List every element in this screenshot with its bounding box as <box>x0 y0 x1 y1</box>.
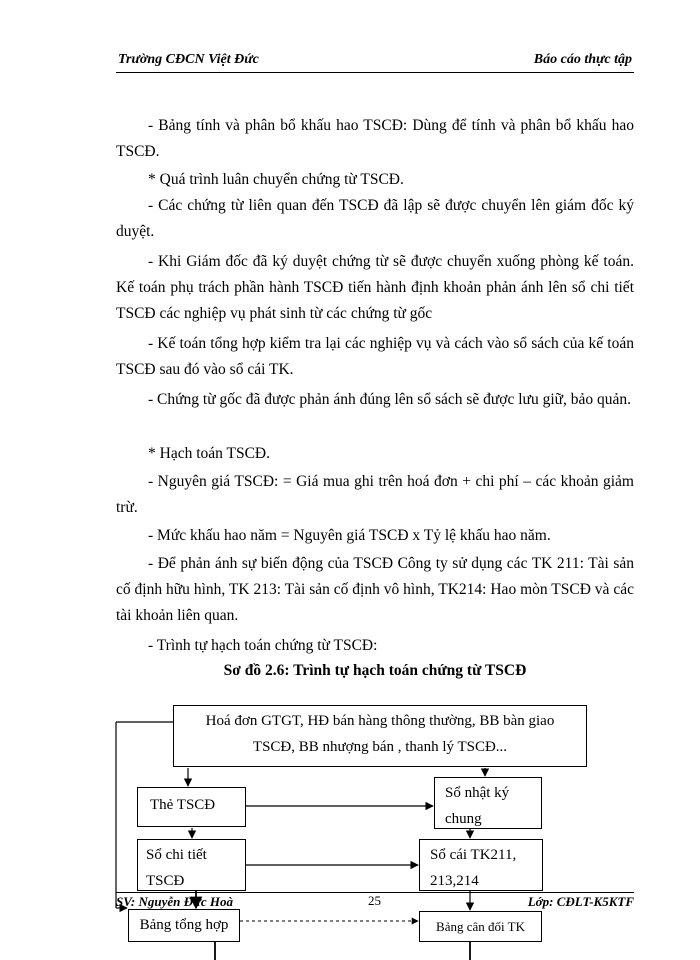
source-documents-line1: Hoá đơn GTGT, HĐ bán hàng thông thường, BB bàn giao <box>205 713 555 729</box>
footer-class: Lớp: CĐLT-K5KTF <box>527 894 634 909</box>
paragraph-depreciation-table: - Bảng tính và phân bổ khấu hao TSCĐ: Dùng để tính và phân bổ khấu hao TSCĐ. <box>116 117 634 160</box>
detail-ledger-line2: TSCĐ <box>146 873 185 889</box>
footer-page-number: 25 <box>368 893 381 908</box>
general-journal-line2: chung <box>445 811 482 827</box>
paragraph-procedure-intro: - Trình tự hạch toán chứng từ TSCĐ: <box>148 637 378 654</box>
summary-table-label: Bảng tổng hợp <box>139 917 229 933</box>
source-documents-line2: TSCĐ, BB nhượng bán , thanh lý TSCĐ... <box>252 739 508 755</box>
source-documents-box <box>173 705 587 767</box>
paragraph-accounting-heading: * Hạch toán TSCĐ. <box>148 445 270 462</box>
trial-balance-label: Bảng cân đối TK <box>436 919 525 934</box>
general-journal-line1: Sổ nhật ký <box>445 785 510 801</box>
general-ledger-line1: Sổ cái TK211, <box>430 847 517 863</box>
general-ledger-box <box>419 839 543 891</box>
general-ledger-line2: 213,214 <box>430 873 479 889</box>
paragraph-director-approval: - Các chứng từ liên quan đến TSCĐ đã lập sẽ được chuyển lên giám đốc ký duyệt. <box>116 197 634 240</box>
paragraph-original-cost: - Nguyên giá TSCĐ: = Giá mua ghi trên hoá đơn + chi phí – các khoản giảm trừ. <box>116 473 634 516</box>
paragraph-general-accountant: - Kế toán tổng hợp kiểm tra lại các nghiệp vụ và cách vào sổ sách của kế toán TSCĐ sau đó vào sổ cái TK. <box>116 335 634 378</box>
trial-balance-box <box>419 911 542 942</box>
detail-ledger-line1: Sổ chi tiết <box>146 847 207 863</box>
paragraph-accounts-used: - Để phản ánh sự biến động của TSCĐ Công ty sử dụng các TK 211: Tài sản cố định hữu hình, TK 213: Tài sản cố định vô hình, TK214: Hao mòn TSCĐ và các tài khoản liên quan. <box>116 555 634 624</box>
fixed-asset-card-label: Thẻ TSCĐ <box>150 797 216 813</box>
footer-student: SV: Nguyễn Đức Hoà <box>116 894 233 909</box>
fixed-asset-card-box <box>137 787 246 827</box>
summary-table-box <box>128 909 240 942</box>
paragraph-document-flow-heading: * Quá trình luân chuyển chứng từ TSCĐ. <box>148 171 404 188</box>
header-school: Trường CĐCN Việt Đức <box>118 52 259 67</box>
paragraph-storage: - Chứng từ gốc đã được phản ánh đúng lên sổ sách sẽ được lưu giữ, bảo quản. <box>148 391 632 408</box>
paragraph-accounting-entry: - Khi Giám đốc đã ký duyệt chứng từ sẽ được chuyển xuống phòng kế toán. Kế toán phụ trách phần hành TSCĐ tiến hành định khoản phản ánh lên sổ chi tiết TSCĐ các nghiệp vụ phát sinh từ các chứng từ gốc <box>116 253 634 322</box>
diagram-title: Sơ đồ 2.6: Trình tự hạch toán chứng từ TSCĐ <box>223 662 527 679</box>
detail-ledger-box <box>137 839 246 891</box>
general-journal-box <box>434 777 542 829</box>
header-report-type: Báo cáo thực tập <box>533 52 632 67</box>
paragraph-annual-depreciation: - Mức khấu hao năm = Nguyên giá TSCĐ x Tỷ lệ khấu hao năm. <box>148 527 551 544</box>
